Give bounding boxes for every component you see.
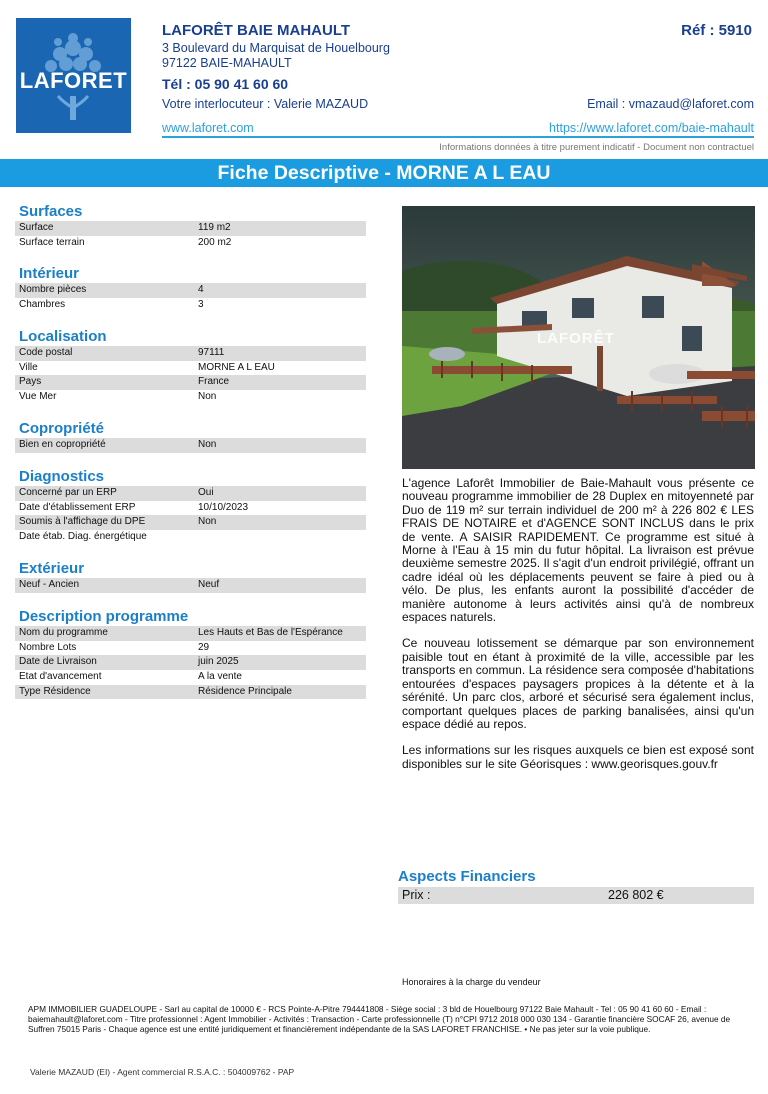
- row-value: juin 2025: [198, 656, 239, 668]
- table-row: [15, 530, 366, 545]
- price-value: 226 802 €: [608, 888, 664, 902]
- row-value: Résidence Principale: [198, 685, 292, 697]
- address-line-1: 3 Boulevard du Marquisat de Houelbourg: [162, 41, 390, 55]
- section-title: Description programme: [19, 608, 189, 625]
- description-paragraph: Ce nouveau lotissement se démarque par son environnement paisible tout en étant à proximité de la ville, accessible par les transports en commun. La résidence sera composée d'habitations entourées d'espaces paysagers propices à la détente et à la sérénité. Un parc clos, arboré et sécurisé sera également inclus, comportant quelques places de parking banalisées, ainsi qu'un espace dédié au repos.: [402, 636, 754, 731]
- table-row: [15, 515, 366, 530]
- section-title: Extérieur: [19, 560, 85, 577]
- row-value: 119 m2: [198, 222, 231, 233]
- row-label: Type Résidence: [19, 685, 91, 697]
- table-row: [15, 283, 366, 298]
- property-description: [402, 477, 754, 784]
- row-value: 200 m2: [198, 236, 232, 248]
- row-label: Date étab. Diag. énergétique: [19, 531, 147, 543]
- agency-name: LAFORÊT BAIE MAHAULT: [162, 22, 351, 39]
- row-value: Non: [198, 439, 217, 450]
- section-title: Surfaces: [19, 203, 83, 220]
- table-row: [15, 486, 366, 501]
- row-value: Neuf: [198, 579, 220, 590]
- table-row: [15, 655, 366, 670]
- row-value: France: [198, 376, 230, 388]
- row-label: Pays: [19, 376, 42, 388]
- photo-watermark: LAFORÊT: [537, 330, 615, 347]
- table-row: [15, 390, 366, 405]
- row-label: Vue Mer: [19, 391, 57, 403]
- table-row: [15, 641, 366, 656]
- table-row: [15, 685, 366, 700]
- section-title: Intérieur: [19, 265, 80, 282]
- section-surfaces: [15, 203, 366, 250]
- header-divider: [162, 136, 754, 138]
- table-row: [15, 578, 366, 593]
- row-value: Les Hauts et Bas de l'Espérance: [198, 627, 343, 638]
- section-interieur: [15, 265, 366, 312]
- table-row: [15, 298, 366, 313]
- phone-number: Tél : 05 90 41 60 60: [162, 76, 289, 92]
- table-row: [15, 346, 366, 361]
- section-title: Copropriété: [19, 420, 105, 437]
- row-label: Chambres: [19, 298, 66, 310]
- agent-info: Valerie MAZAUD (EI) - Agent commercial R.S.A.C. : 504009762 - PAP: [30, 1067, 295, 1077]
- price-label: Prix :: [402, 888, 431, 902]
- table-row: [15, 670, 366, 685]
- row-label: Nombre Lots: [19, 641, 77, 653]
- table-row: [15, 221, 366, 236]
- table-row: [15, 375, 366, 390]
- section-localisation: [15, 328, 366, 405]
- row-label: Nom du programme: [19, 627, 108, 638]
- description-paragraph: Les informations sur les risques auxquels ce bien est exposé sont disponibles sur le site Géorisques : www.georisques.gouv.fr: [402, 743, 754, 771]
- description-paragraph: L'agence Laforêt Immobilier de Baie-Mahault vous présente ce nouveau programme immobilier de 28 Duplex en mitoyenneté par Duo de 119 m² sur terrain individuel de 200 m² à 226 802 € LES FRAIS DE NOTAIRE et d'AGENCE SONT INCLUS dans le prix de vente. A SAISIR RAPIDEMENT. Ce programme est situé à Morne à l'Eau à 15 min du futur hôpital. La livraison est prévue deuxième semestre 2025. Il s'agit d'un endroit privilégié, offrant un cadre idéal où les déplacements peuvent se faire à pied ou à vélo. De plus, les enfants auront la possibilité d'accéder de manière autonome à leurs activités ainsi qu'à de nombreux espaces naturels.: [402, 476, 754, 625]
- row-label: Etat d'avancement: [19, 671, 102, 683]
- table-row: [15, 501, 366, 516]
- disclaimer-note: Informations données à titre purement indicatif - Document non contractuel: [439, 142, 754, 153]
- table-row: [15, 626, 366, 641]
- page-title: Fiche Descriptive - MORNE A L EAU: [0, 159, 768, 187]
- section-programme: [15, 608, 366, 699]
- row-value: 29: [198, 641, 210, 653]
- row-value: 97111: [198, 347, 225, 358]
- section-copropriete: [15, 420, 366, 453]
- laforet-logo: [16, 18, 131, 133]
- financial-section-title: Aspects Financiers: [398, 868, 536, 885]
- row-label: Neuf - Ancien: [19, 579, 80, 590]
- website-link[interactable]: www.laforet.com: [162, 121, 254, 135]
- price-row: [398, 887, 754, 904]
- row-label: Bien en copropriété: [19, 439, 106, 450]
- row-label: Ville: [19, 361, 38, 373]
- fees-note: Honoraires à la charge du vendeur: [402, 977, 541, 987]
- section-exterieur: [15, 560, 366, 593]
- section-title: Localisation: [19, 328, 107, 345]
- section-title: Diagnostics: [19, 468, 105, 485]
- row-label: Nombre pièces: [19, 284, 87, 295]
- row-label: Date de Livraison: [19, 656, 97, 668]
- property-photo: [402, 206, 755, 469]
- row-label: Date d'établissement ERP: [19, 501, 136, 513]
- reference-number: Réf : 5910: [681, 22, 752, 39]
- row-value: A la vente: [198, 671, 242, 683]
- row-value: 4: [198, 284, 204, 295]
- contact-person: Votre interlocuteur : Valerie MAZAUD: [162, 97, 369, 111]
- row-value: Oui: [198, 487, 214, 498]
- legal-notice: APM IMMOBILIER GUADELOUPE - Sarl au capital de 10000 € - RCS Pointe-A-Pitre 794441808 - Siège social : 3 bld de Houelbourg 97122 Baie Mahault - Tel : 05 90 41 60 60 - Email : baiemahault@laforet.com - Titre professionnel : Agent Immobilier - Activités : Transaction - Carte professionnelle (T) n°CPI 9712 2018 000 030 134 - Garantie financière SOCAF 26, avenue de Suffren 75015 Paris - Chaque agence est une entité juridiquement et financièrement indépendante de la SAS LAFORET FRANCHISE. • Ne pas jeter sur la voie publique.: [28, 1004, 731, 1034]
- agency-url-link[interactable]: https://www.laforet.com/baie-mahault: [549, 121, 754, 135]
- section-diagnostics: [15, 468, 366, 545]
- row-value: 10/10/2023: [198, 501, 249, 513]
- row-value: 3: [198, 298, 204, 310]
- row-label: Surface terrain: [19, 236, 85, 248]
- row-value: Non: [198, 516, 217, 528]
- logo-wordmark: LAFORET: [19, 68, 128, 93]
- table-row: [15, 236, 366, 251]
- table-row: [15, 438, 366, 453]
- row-value: MORNE A L EAU: [198, 361, 275, 373]
- row-label: Soumis à l'affichage du DPE: [19, 516, 146, 528]
- row-value: Non: [198, 391, 217, 403]
- row-label: Surface: [19, 222, 54, 233]
- row-label: Concerné par un ERP: [19, 487, 117, 498]
- row-label: Code postal: [19, 347, 73, 358]
- table-row: [15, 361, 366, 376]
- contact-email[interactable]: Email : vmazaud@laforet.com: [587, 97, 754, 111]
- address-line-2: 97122 BAIE-MAHAULT: [162, 56, 292, 70]
